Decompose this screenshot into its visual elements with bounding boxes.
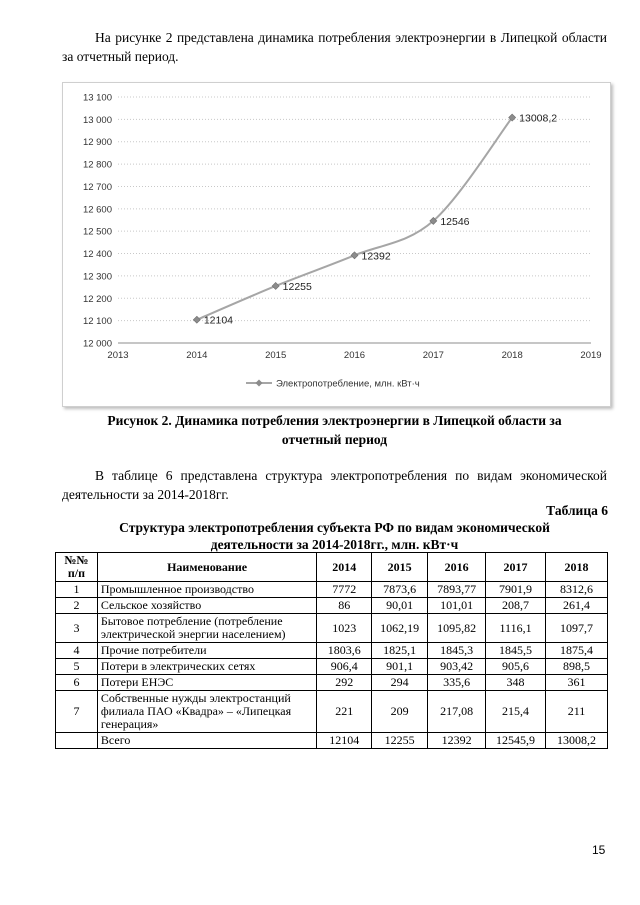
table-title-line-1: Структура электропотребления субъекта РФ по видам экономической [119, 520, 550, 535]
data-point [272, 282, 279, 289]
table-title [62, 519, 607, 553]
data-label: 12255 [282, 280, 312, 293]
y-tick-label: 12 300 [82, 271, 112, 283]
row-value: 1845,3 [428, 643, 486, 659]
data-label: 12546 [440, 215, 470, 228]
row-value: 1845,5 [486, 643, 546, 659]
table-number: Таблица 6 [546, 503, 608, 518]
y-tick-label: 13 000 [82, 114, 112, 126]
x-tick-label: 2016 [343, 350, 366, 361]
data-label: 12392 [361, 250, 391, 263]
x-tick-label: 2019 [580, 350, 602, 361]
row-value: 292 [317, 675, 372, 691]
chart-canvas [63, 83, 610, 406]
row-value: 1095,82 [428, 614, 486, 643]
row-value: 361 [546, 675, 608, 691]
table-row [56, 582, 608, 598]
row-value: 1116,1 [486, 614, 546, 643]
header-year: 2015 [372, 553, 428, 582]
row-name: Всего [97, 733, 316, 749]
row-value: 1803,6 [317, 643, 372, 659]
row-value: 7893,77 [428, 582, 486, 598]
row-name: Потери в электрических сетях [97, 659, 316, 675]
y-tick-label: 12 100 [82, 316, 112, 328]
row-value: 90,01 [372, 598, 428, 614]
row-name: Потери ЕНЭС [97, 675, 316, 691]
row-value: 1062,19 [372, 614, 428, 643]
x-tick-label: 2013 [107, 350, 129, 361]
y-tick-label: 12 000 [82, 338, 112, 350]
legend-marker-icon [256, 380, 263, 387]
x-tick-label: 2017 [422, 350, 444, 361]
row-value: 101,01 [428, 598, 486, 614]
x-axis-ticks [107, 350, 601, 361]
row-value: 261,4 [546, 598, 608, 614]
row-value: 348 [486, 675, 546, 691]
x-tick-label: 2015 [265, 350, 287, 361]
table-row [56, 614, 608, 643]
row-name: Собственные нужды электростанций филиала ПАО «Квадра» – «Липецкая генерация» [97, 691, 316, 733]
row-value: 7772 [317, 582, 372, 598]
y-tick-label: 12 600 [82, 204, 112, 216]
row-value: 901,1 [372, 659, 428, 675]
page-number: 15 [592, 843, 606, 857]
row-index: 3 [56, 614, 98, 643]
consumption-line-chart [62, 82, 611, 407]
row-name: Прочие потребители [97, 643, 316, 659]
row-index: 4 [56, 643, 98, 659]
row-value: 906,4 [317, 659, 372, 675]
row-value: 12545,9 [486, 733, 546, 749]
row-value: 1825,1 [372, 643, 428, 659]
row-name: Промышленное производство [97, 582, 316, 598]
x-tick-label: 2018 [501, 350, 523, 361]
header-year: 2014 [317, 553, 372, 582]
consumption-structure-table [55, 552, 608, 749]
figure-caption-line-2: отчетный период [281, 432, 388, 447]
row-value: 86 [317, 598, 372, 614]
data-label: 12104 [203, 314, 234, 327]
table-row [56, 643, 608, 659]
row-value: 905,6 [486, 659, 546, 675]
row-value: 1097,7 [546, 614, 608, 643]
table-title-line-2: деятельности за 2014-2018гг., млн. кВт·ч [210, 537, 459, 552]
row-value: 217,08 [428, 691, 486, 733]
table-row [56, 675, 608, 691]
row-value: 221 [317, 691, 372, 733]
chart-grid [118, 97, 591, 343]
row-name: Сельское хозяйство [97, 598, 316, 614]
row-value: 7873,6 [372, 582, 428, 598]
row-index: 5 [56, 659, 98, 675]
x-tick-label: 2014 [186, 350, 208, 361]
header-name: Наименование [97, 553, 316, 582]
data-point [351, 252, 358, 259]
header-year: 2016 [428, 553, 486, 582]
row-index: 6 [56, 675, 98, 691]
row-value: 898,5 [546, 659, 608, 675]
chart-legend [246, 379, 420, 390]
y-tick-label: 12 700 [82, 181, 112, 193]
row-value: 7901,9 [486, 582, 546, 598]
row-index: 1 [56, 582, 98, 598]
row-index: 2 [56, 598, 98, 614]
row-value: 1875,4 [546, 643, 608, 659]
y-tick-label: 12 400 [82, 249, 112, 261]
figure-caption-line-1: Рисунок 2. Динамика потребления электроэнергии в Липецкой области за [107, 413, 562, 428]
row-value: 12392 [428, 733, 486, 749]
y-tick-label: 12 800 [82, 159, 112, 171]
intro-paragraph: На рисунке 2 представлена динамика потребления электроэнергии в Липецкой области за отчетный период. [62, 30, 607, 64]
y-tick-label: 12 500 [82, 226, 112, 238]
row-value: 209 [372, 691, 428, 733]
header-year: 2018 [546, 553, 608, 582]
y-tick-label: 12 900 [82, 137, 112, 149]
table-total-row [56, 733, 608, 749]
row-index: 7 [56, 691, 98, 733]
data-label: 13008,2 [519, 112, 558, 125]
row-name: Бытовое потребление (потребление электрической энергии населением) [97, 614, 316, 643]
row-value: 13008,2 [546, 733, 608, 749]
table-row [56, 691, 608, 733]
y-tick-label: 13 100 [82, 92, 112, 104]
row-index [56, 733, 98, 749]
row-value: 215,4 [486, 691, 546, 733]
y-tick-label: 12 200 [82, 293, 112, 305]
header-index: №№ п/п [56, 553, 98, 582]
row-value: 208,7 [486, 598, 546, 614]
y-axis-ticks [83, 93, 112, 350]
header-year: 2017 [486, 553, 546, 582]
table-header-row [56, 553, 608, 582]
data-point [193, 316, 200, 323]
row-value: 8312,6 [546, 582, 608, 598]
row-value: 12104 [317, 733, 372, 749]
table-row [56, 659, 608, 675]
row-value: 335,6 [428, 675, 486, 691]
table-row [56, 598, 608, 614]
legend-label: Электропотребление, млн. кВт·ч [276, 378, 420, 390]
row-value: 903,42 [428, 659, 486, 675]
row-value: 12255 [372, 733, 428, 749]
row-value: 294 [372, 675, 428, 691]
row-value: 211 [546, 691, 608, 733]
table-intro-paragraph: В таблице 6 представлена структура электропотребления по видам экономической деятельности за 2014-2018гг. [62, 468, 607, 502]
row-value: 1023 [317, 614, 372, 643]
